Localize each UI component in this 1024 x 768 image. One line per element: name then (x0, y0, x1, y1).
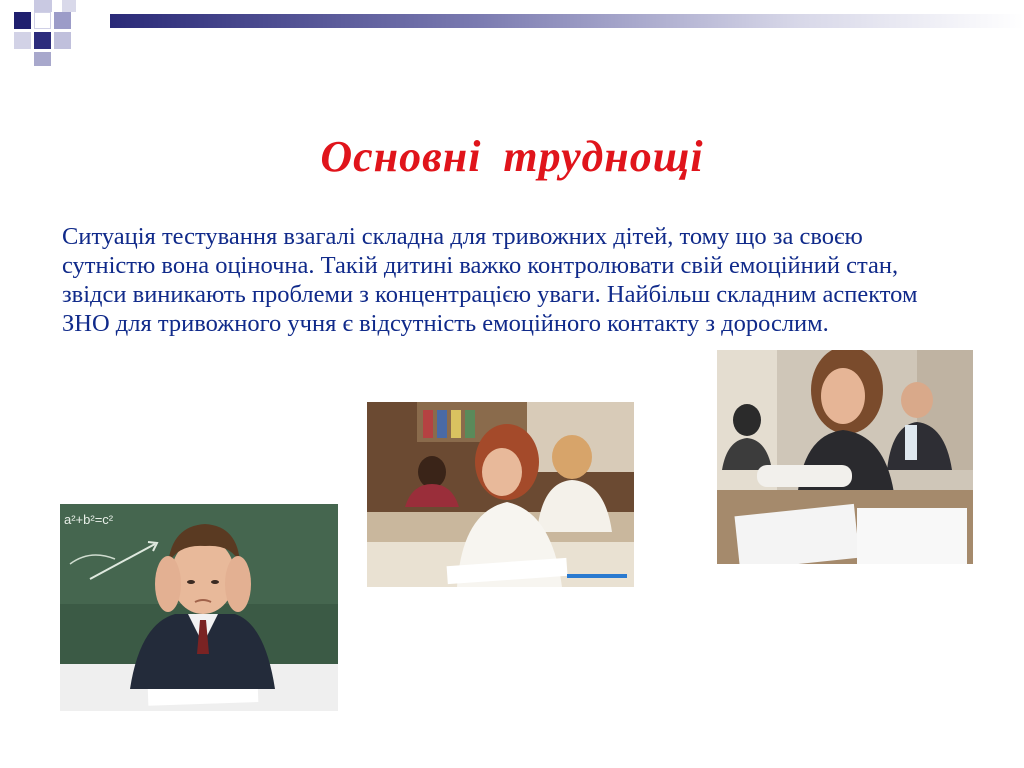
deco-square (34, 0, 52, 12)
header-gradient-bar (110, 14, 1024, 28)
deco-square (34, 52, 51, 66)
deco-square (54, 12, 71, 29)
photo-girl-exam-hall (717, 350, 973, 564)
deco-square (34, 32, 51, 49)
chalkboard-formula: a²+b²=c² (64, 512, 114, 527)
deco-square (14, 12, 31, 29)
decorative-squares (0, 0, 110, 70)
deco-square (34, 12, 51, 29)
photo-stressed-boy (60, 504, 338, 711)
slide-title: Основні труднощі (320, 132, 704, 182)
deco-square (62, 0, 76, 12)
photo-classroom-exam (367, 402, 634, 587)
deco-square (54, 32, 71, 49)
slide-body-text: Ситуація тестування взагалі складна для тривожних дітей, тому що за своєю сутністю вона оціночна. Такій дитині важко контролювати свій емоційний стан, звідси виникають проблеми з концентрацією уваги. Найбільш складним аспектом ЗНО для тривожного учня є відсутність емоційного контакту з дорослим. (62, 223, 918, 337)
deco-square (14, 32, 31, 49)
